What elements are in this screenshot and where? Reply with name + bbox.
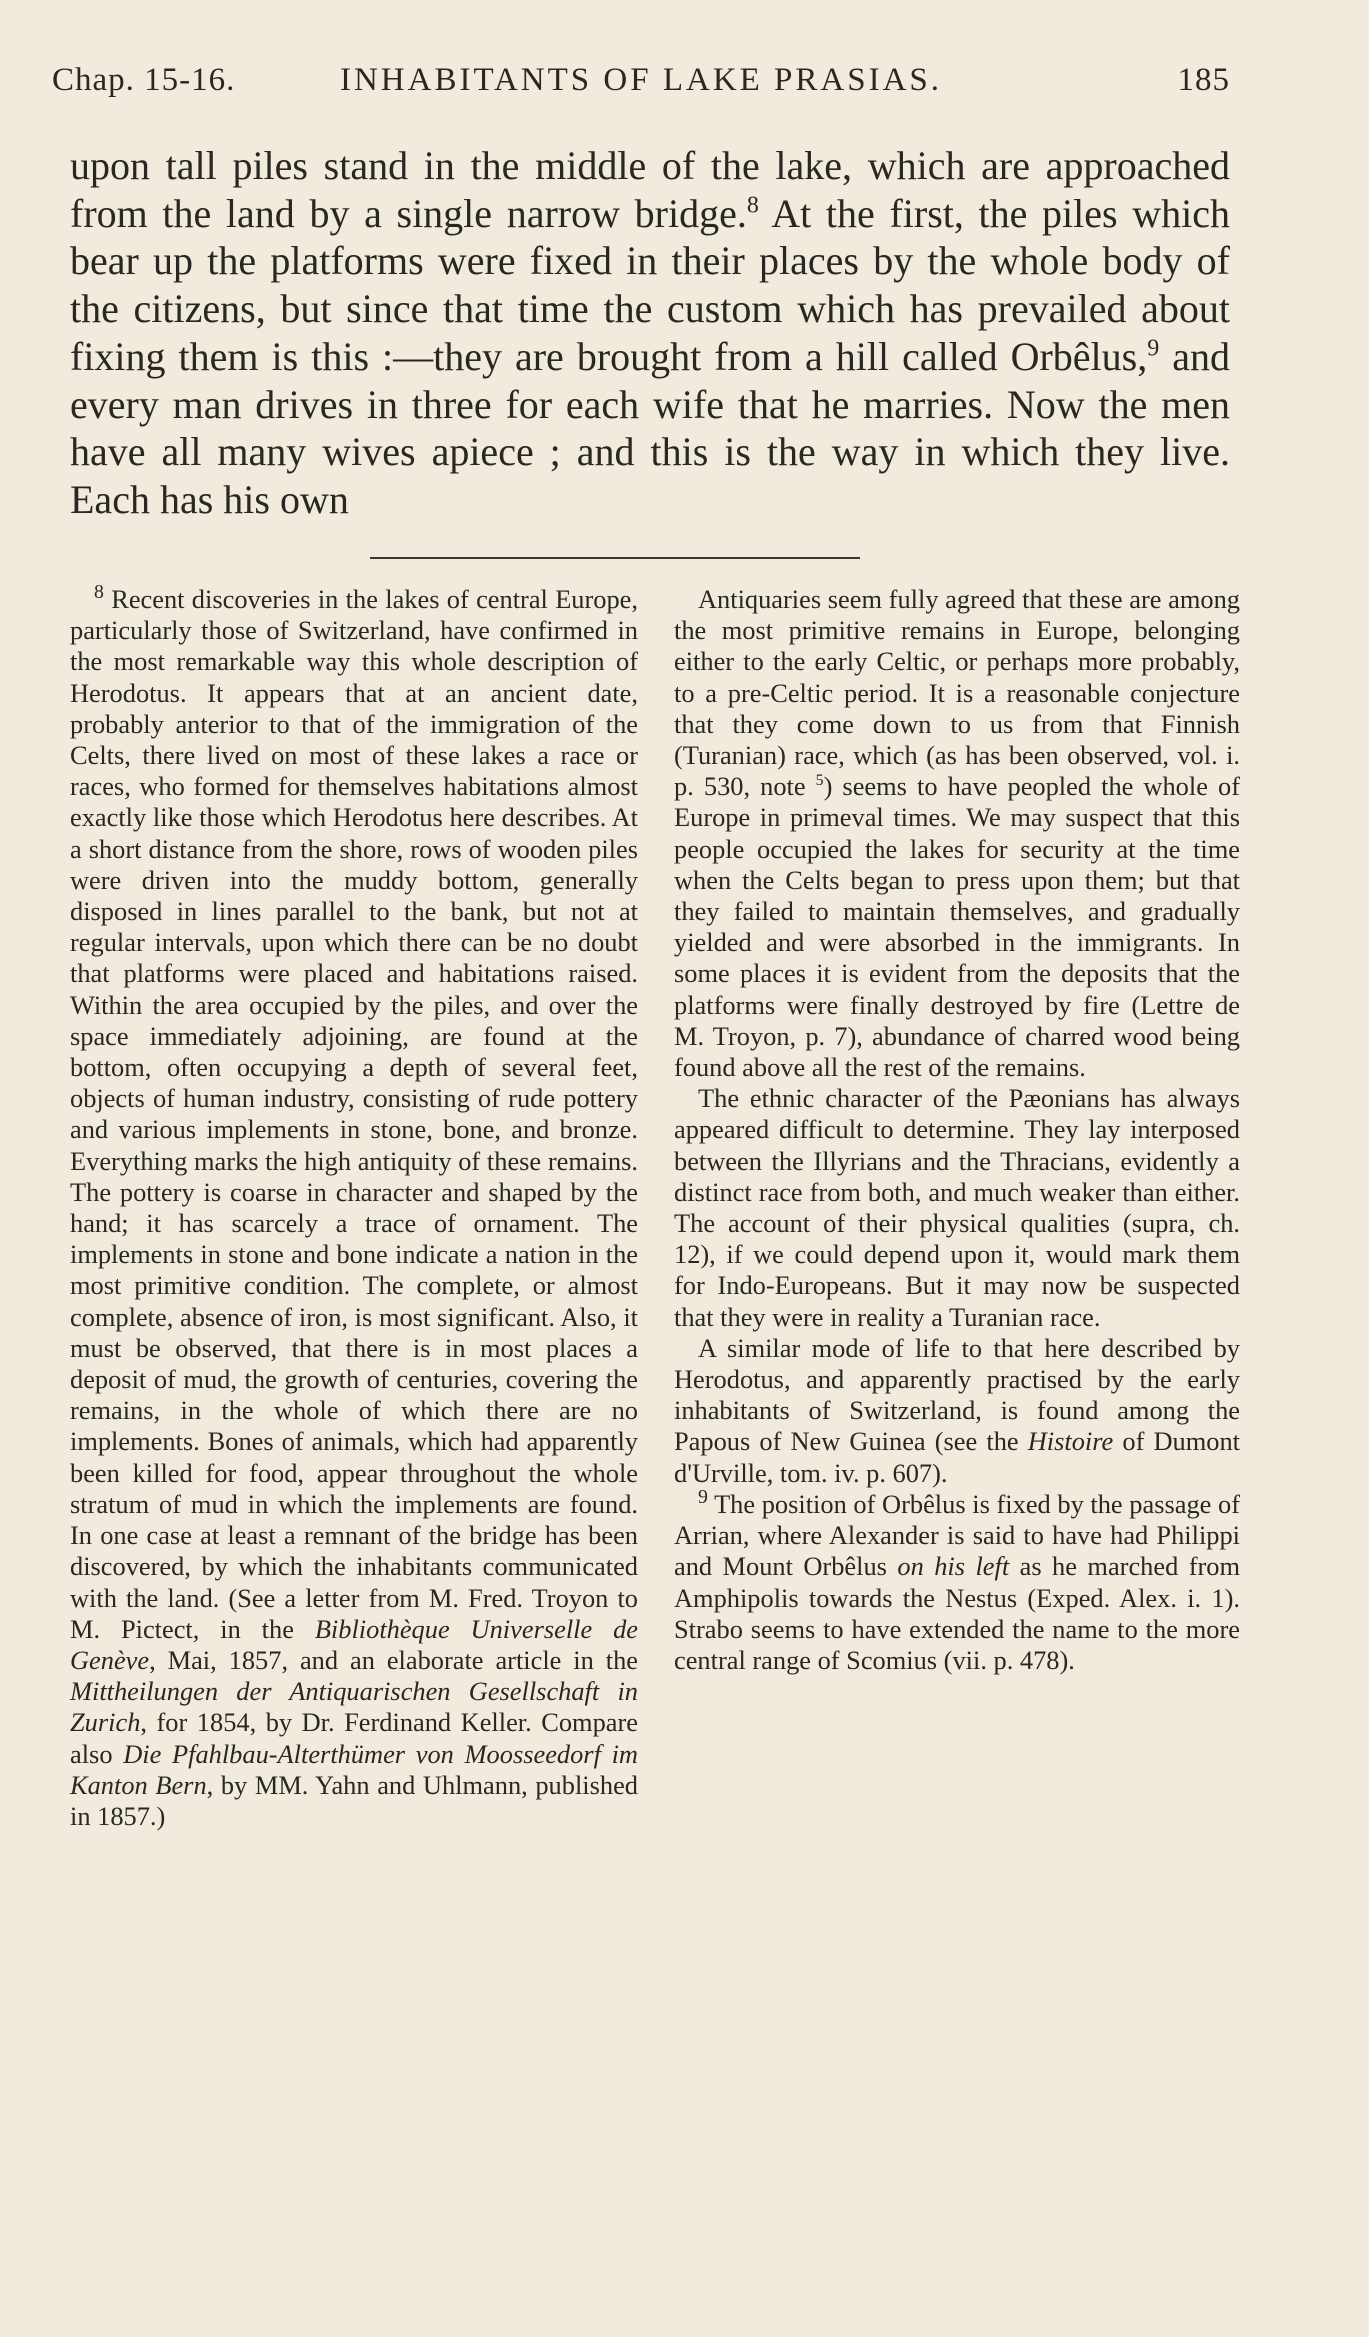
- chapter-label: Chap. 15-16.: [52, 62, 236, 98]
- footnote-similar: A similar mode of life to that here described by Herodotus, and apparently practised by the early inhabitants of Switzerland, is found among the Papous of New Guinea (see the Histoire of Dumont d'Urville, tom. iv. p. 607).: [674, 1332, 1240, 1488]
- footnote-divider: [370, 557, 860, 559]
- running-header: [52, 50, 1230, 110]
- footnote-ethnic: The ethnic character of the Pæonians has always appeared difficult to determine. They lay interposed between the Illyrians and the Thracians, evidently a distinct race from both, and much weaker than either. The account of their physical qualities (supra, ch. 12), if we could depend upon it, would mark them for Indo-Europeans. But it may now be suspected that they were in reality a Turanian race.: [674, 1083, 1240, 1332]
- footnote-column-left: [70, 581, 638, 1832]
- running-title: INHABITANTS OF LAKE PRASIAS.: [339, 62, 943, 98]
- footnote-column-right: [674, 584, 1240, 1676]
- main-paragraph: upon tall piles stand in the middle of the lake, which are approached from the land by a single narrow bridge.$^8$ At the first, the piles which bear up the platforms were fixed in their places by the whole body of the citizens, but since that time the custom which has prevailed about fixing them is this :—they are brought from a hill called Orbêlus,$^9$ and every man drives in three for each wife that he marries. Now the men have all many wives apiece ; and this is the way in which they live. Each has his own: [70, 143, 1230, 522]
- footnote-ref-8: 8: [746, 192, 759, 219]
- footnote-ref-9: 9: [1147, 335, 1160, 362]
- footnote-marker-9: 9: [698, 1486, 708, 1509]
- footnote-8: $^8$ Recent discoveries in the lakes of central Europe, particularly those of Switzerland, have confirmed in the most remarkable way this whole description of Herodotus. It appears that at an ancient date, probably anterior to that of the immigration of the Celts, there lived on most of these lakes a race or races, who formed for themselves habitations almost exactly like those which Herodotus here describes. At a short distance from the shore, rows of wooden piles were driven into the muddy bottom, generally disposed in lines parallel to the bank, but not at regular intervals, upon which there can be no doubt that platforms were placed and habitations raised. Within the area occupied by the piles, and over the space immediately adjoining, are found at the bottom, often occupying a depth of several feet, objects of human industry, consisting of rude pottery and various implements in stone, bone, and bronze. Everything marks the high antiquity of these remains. The pottery is coarse in character and shaped by the hand; it has scarcely a trace of ornament. The implements in stone and bone indicate a nation in the most primitive condition. The complete, or almost complete, absence of iron, is most significant. Also, it must be observed, that there is in most places a deposit of mud, the growth of centuries, covering the remains, in the whole of which there are no implements. Bones of animals, which had apparently been killed for food, appear throughout the whole stratum of mud in which the implements are found. In one case at least a remnant of the bridge has been discovered, by which the inhabitants communicated with the land. (See a letter from M. Fred. Troyon to M. Pictect, in the Bibliothèque Universelle de Genève, Mai, 1857, and an elaborate article in the Mittheilungen der Antiquarischen Gesellschaft in Zurich, for 1854, by Dr. Ferdinand Keller. Compare also Die Pfahlbau-Alterthümer von Moosseedorf im Kanton Bern, by MM. Yahn and Uhlmann, published in 1857.): [70, 581, 638, 1831]
- footnote-antiquaries: Antiquaries seem fully agreed that these are among the most primitive remains in Europe, belonging either to the early Celtic, or perhaps more probably, to a pre-Celtic period. It is a reasonable conjecture that they come down to us from that Finnish (Turanian) race, which (as has been observed, vol. i. p. 530, note $^5$) seems to have peopled the whole of Europe in primeval times. We may suspect that this people occupied the lakes for security at the time when the Celts began to press upon them; but that they failed to maintain themselves, and gradually yielded and were absorbed in the immigrants. In some places it is evident from the deposits that the platforms were finally destroyed by fire (Lettre de M. Troyon, p. 7), abundance of charred wood being found above all the rest of the remains.: [674, 584, 1240, 1083]
- main-text: [70, 142, 1230, 524]
- page-number: 185: [1177, 62, 1230, 98]
- footnote-9: $^9$ The position of Orbêlus is fixed by the passage of Arrian, where Alexander is said to have had Philippi and Mount Orbêlus on his left as he marched from Amphipolis towards the Nestus (Exped. Alex. i. 1). Strabo seems to have extended the name to the more central range of Scomius (vii. p. 478).: [674, 1486, 1241, 1675]
- footnote-marker-8: 8: [94, 581, 104, 604]
